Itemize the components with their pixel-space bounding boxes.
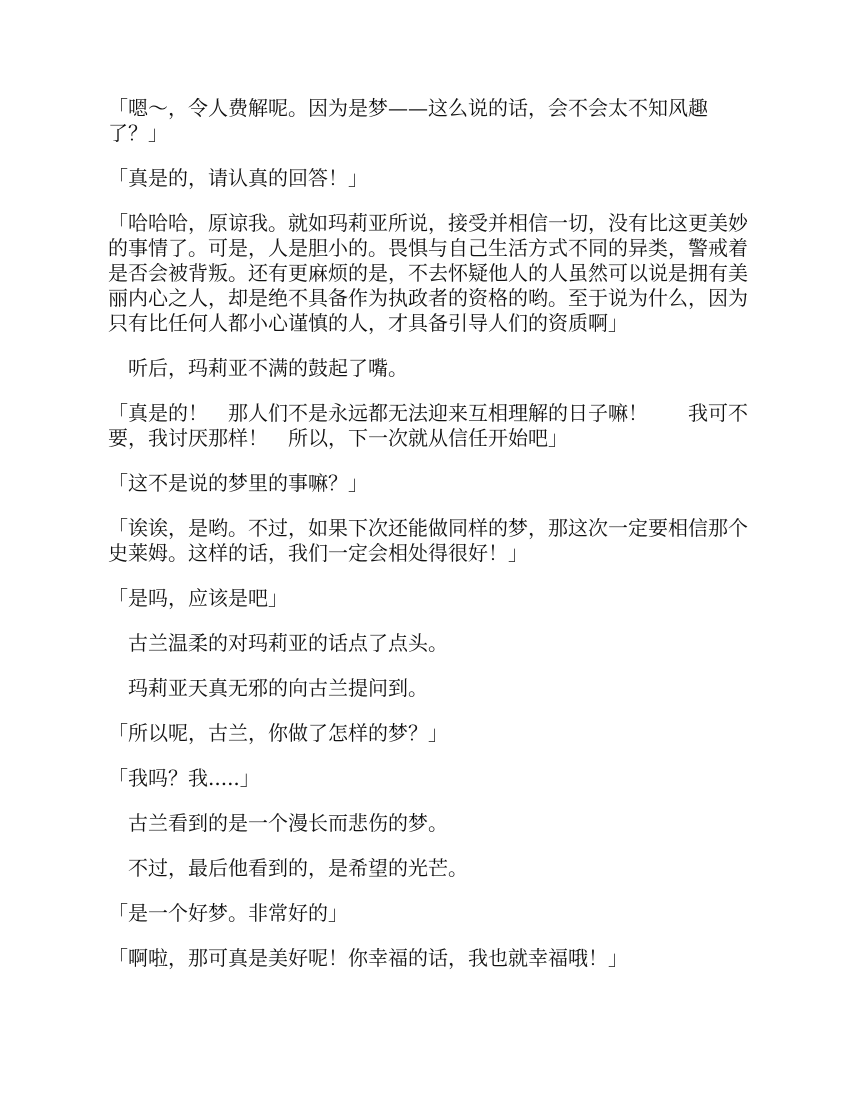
paragraph: 玛莉亚天真无邪的向古兰提问到。 xyxy=(108,676,428,700)
paragraph: 「这不是说的梦里的事嘛？」 xyxy=(108,471,368,495)
paragraph: 「诶诶，是哟。不过，如果下次还能做同样的梦，那这次一定要相信那个史莱姆。这样的话，我们一定会相处得很好！」 xyxy=(108,516,748,565)
paragraph: 「真是的！ 那人们不是永远都无法迎来互相理解的日子嘛！ 我可不要，我讨厌那样！ 所以，下一次就从信任开始吧」 xyxy=(108,401,748,450)
paragraph: 「真是的，请认真的回答！」 xyxy=(108,166,368,190)
document-page xyxy=(108,96,752,991)
paragraph: 不过，最后他看到的，是希望的光芒。 xyxy=(108,856,468,880)
paragraph: 「所以呢，古兰，你做了怎样的梦？」 xyxy=(108,721,448,745)
paragraph: 「哈哈哈，原谅我。就如玛莉亚所说，接受并相信一切，没有比这更美妙的事情了。可是，人是胆小的。畏惧与自己生活方式不同的异类，警戒着是否会被背叛。还有更麻烦的是，不去怀疑他人的人虽然可以说是拥有美丽内心之人，却是绝不具备作为执政者的资格的哟。至于说为什么，因为只有比任何人都小心谨慎的人，才具备引导人们的资质啊」 xyxy=(108,211,748,335)
paragraph: 「是一个好梦。非常好的」 xyxy=(108,901,348,925)
paragraph: 「是吗，应该是吧」 xyxy=(108,586,288,610)
paragraph: 「我吗？我.....」 xyxy=(108,766,260,790)
paragraph: 古兰看到的是一个漫长而悲伤的梦。 xyxy=(108,811,448,835)
paragraph: 「啊啦，那可真是美好呢！你幸福的话，我也就幸福哦！」 xyxy=(108,946,628,970)
paragraph: 听后，玛莉亚不满的鼓起了嘴。 xyxy=(108,356,408,380)
paragraph: 「嗯～，令人费解呢。因为是梦——这么说的话，会不会太不知风趣了？」 xyxy=(108,96,708,145)
paragraph: 古兰温柔的对玛莉亚的话点了点头。 xyxy=(108,631,448,655)
